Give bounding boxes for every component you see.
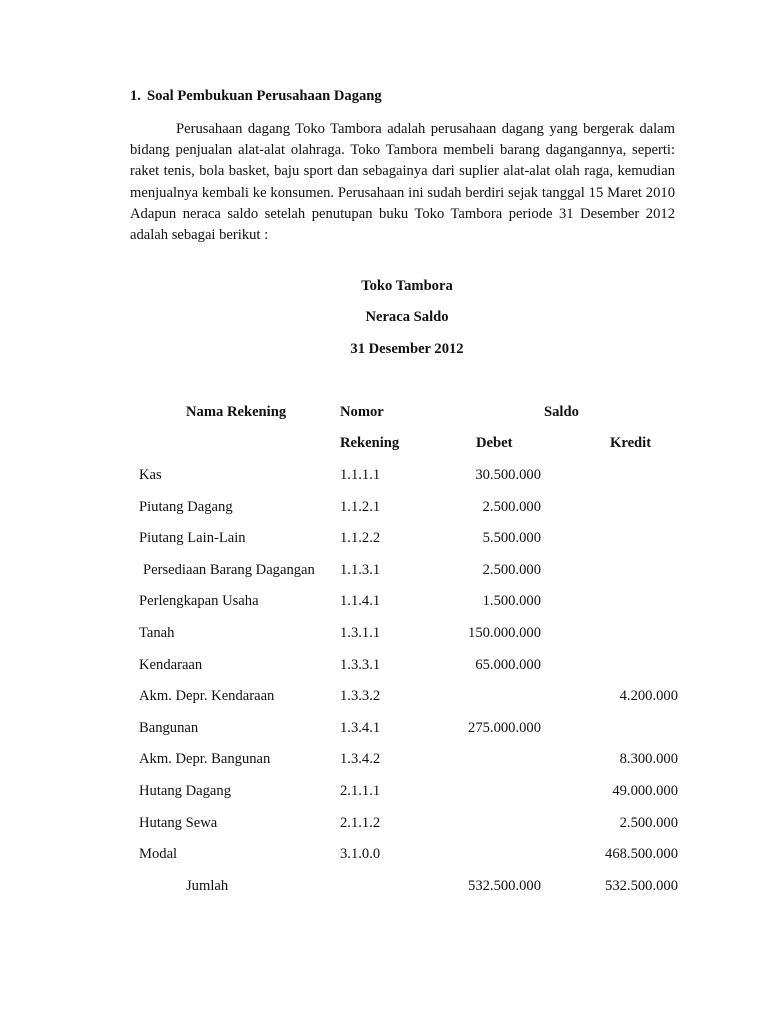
row-account-name: Hutang Sewa bbox=[139, 814, 218, 831]
row-account-number: 1.3.4.2 bbox=[340, 751, 381, 768]
row-account-name: Perlengkapan Usaha bbox=[139, 593, 259, 610]
row-account-name: Piutang Dagang bbox=[139, 498, 233, 515]
row-account-number: 1.1.2.1 bbox=[340, 498, 381, 515]
row-account-number: 1.1.2.2 bbox=[340, 530, 381, 547]
row-account-number: 2.1.1.1 bbox=[340, 783, 381, 799]
total-debet: 532.500.000 bbox=[468, 877, 541, 894]
row-account-name: Bangunan bbox=[139, 719, 199, 736]
row-debet-value: 2.500.000 bbox=[482, 498, 541, 515]
section-number: 1. bbox=[130, 88, 141, 104]
row-account-number: 1.3.1.1 bbox=[340, 625, 381, 641]
row-account-name: Akm. Depr. Bangunan bbox=[139, 751, 271, 768]
row-debet-value: 2.500.000 bbox=[482, 561, 541, 578]
row-account-name: Akm. Depr. Kendaraan bbox=[139, 688, 275, 705]
row-account-name: Modal bbox=[139, 846, 178, 863]
row-account-number: 1.3.3.2 bbox=[340, 688, 381, 705]
header-nama-rekening: Nama Rekening bbox=[186, 404, 287, 420]
report-company: Toko Tambora bbox=[361, 278, 453, 294]
header-nomor: Nomor bbox=[340, 404, 384, 420]
total-kredit: 532.500.000 bbox=[605, 877, 678, 894]
row-account-number: 1.1.4.1 bbox=[340, 593, 381, 610]
row-kredit-value: 8.300.000 bbox=[619, 751, 678, 768]
row-debet-value: 65.000.000 bbox=[475, 656, 541, 673]
row-account-number: 2.1.1.2 bbox=[340, 814, 381, 831]
row-debet-value: 30.500.000 bbox=[475, 467, 541, 483]
row-account-name: Hutang Dagang bbox=[139, 783, 231, 799]
row-account-name: Persediaan Barang Dagangan bbox=[143, 561, 315, 578]
row-debet-value: 275.000.000 bbox=[468, 719, 541, 736]
row-account-name: Tanah bbox=[139, 625, 175, 641]
row-account-number: 1.3.3.1 bbox=[340, 656, 381, 673]
row-debet-value: 5.500.000 bbox=[482, 530, 541, 547]
report-date: 31 Desember 2012 bbox=[350, 341, 464, 357]
header-debet: Debet bbox=[476, 435, 513, 451]
row-account-number: 1.1.3.1 bbox=[340, 561, 381, 578]
row-account-number: 1.3.4.1 bbox=[340, 719, 381, 736]
row-account-name: Piutang Lain-Lain bbox=[139, 530, 246, 547]
row-account-number: 3.1.0.0 bbox=[340, 846, 381, 863]
section-title: Soal Pembukuan Perusahaan Dagang bbox=[146, 88, 382, 104]
row-account-name: Kas bbox=[139, 467, 162, 483]
row-kredit-value: 4.200.000 bbox=[619, 688, 678, 705]
header-rekening: Rekening bbox=[340, 435, 400, 451]
row-debet-value: 150.000.000 bbox=[468, 625, 541, 641]
row-kredit-value: 2.500.000 bbox=[619, 814, 678, 831]
row-kredit-value: 49.000.000 bbox=[612, 783, 678, 799]
row-debet-value: 1.500.000 bbox=[482, 593, 541, 610]
row-account-number: 1.1.1.1 bbox=[340, 467, 381, 483]
report-title: Neraca Saldo bbox=[365, 309, 449, 325]
total-label: Jumlah bbox=[186, 877, 229, 894]
header-saldo: Saldo bbox=[544, 404, 579, 420]
intro-paragraph: Perusahaan dagang Toko Tambora adalah perusahaan dagang yang bergerak dalam bidang penjualan alat-alat olahraga. Toko Tambora membeli barang dagangannya, seperti: raket tenis, bola basket, baju sport dan sebagainya dari suplier alat-alat olah raga, kemudian menjualnya kembali ke konsumen. Perusahaan ini sudah berdiri sejak tanggal 15 Maret 2010 Adapun neraca saldo setelah penutupan buku Toko Tambora periode 31 Desember 2012 adalah sebagai berikut : bbox=[130, 121, 675, 244]
header-kredit: Kredit bbox=[610, 435, 652, 451]
row-kredit-value: 468.500.000 bbox=[605, 846, 678, 863]
row-account-name: Kendaraan bbox=[139, 656, 203, 673]
